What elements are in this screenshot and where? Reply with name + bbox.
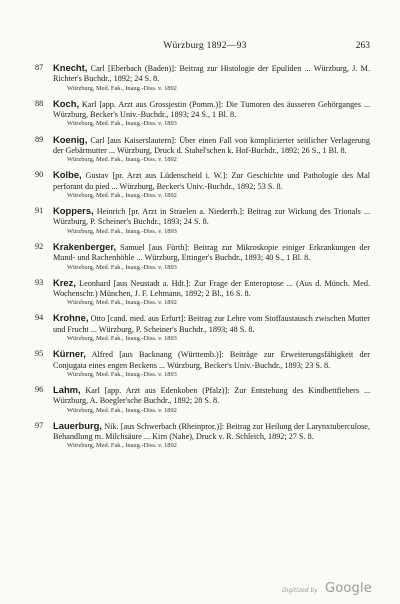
list-item — [0, 313, 400, 343]
entry-number: 90 — [35, 170, 44, 180]
entry-text — [53, 385, 370, 407]
entry-number: 89 — [35, 134, 44, 144]
entry-number: 96 — [35, 385, 44, 395]
watermark-brand: Google — [324, 581, 372, 596]
entry-citation: Alfred [aus Backnang (Württemb.)]: Beiträge zur Erweiterungsfähigkeit der Conjugata eines engen Beckens ... Würzburg, Becker's Univ.-Buchdr., 1893; 23 S. 8. — [53, 350, 370, 370]
author-name: Lahm, — [53, 384, 81, 396]
entry-text — [53, 170, 370, 192]
author-name: Koch, — [53, 97, 80, 109]
author-name: Koppers, — [53, 205, 94, 217]
dissertation-note: Würzburg, Med. Fak., Inaug.-Diss. v. 1892 — [67, 299, 177, 307]
dissertation-note: Würzburg, Med. Fak., Inaug.-Diss. v. 1892 — [67, 191, 177, 199]
list-item — [0, 242, 400, 272]
list-item — [0, 99, 400, 129]
dissertation-note: Würzburg, Med. Fak., Inaug.-Diss. v. 1893 — [67, 263, 177, 271]
entry-number: 88 — [35, 98, 44, 108]
google-watermark — [282, 577, 372, 596]
entry-text — [53, 278, 370, 300]
author-name: Krakenberger, — [53, 240, 117, 252]
watermark-prefix: Digitized by — [282, 587, 318, 594]
entry-text — [53, 349, 370, 371]
dissertation-note: Würzburg, Med. Fak., Inaug.-Diss. v. 1892 — [67, 406, 177, 414]
author-name: Krohne, — [53, 312, 89, 324]
dissertation-note: Würzburg, Med. Fak., Inaug.-Diss. v. 1893 — [67, 370, 177, 378]
entry-number: 95 — [35, 349, 44, 359]
entry-citation: Samuel [aus Fürth]: Beitrag zur Mikroskopie einiger Erkrankungen der Mund- und Rachenhöhle ... Würzburg, Ettinger's Buchdr., 1893; 40 S., 1 Bl. 8. — [53, 242, 370, 263]
bibliography-list — [0, 63, 400, 457]
entry-text — [53, 99, 370, 121]
author-name: Koenig, — [53, 133, 88, 145]
entry-citation: Karl [app. Arzt aus Edenkoben (Pfalz)]: Zur Entstehung des Kindbettfiebers ... Würzburg, A. Boegler'sche Buchdr., 1892; 28 S. 8. — [53, 386, 370, 406]
entry-citation: Heinrich [pr. Arzt in Straelen a. Niederrh.]: Beitrag zur Wirkung des Trionals ... Würzburg, P. Scheiner's Buchdr., 1893; 24 S. 8. — [53, 207, 370, 227]
entry-number: 93 — [35, 277, 44, 287]
author-name: Krez, — [53, 276, 76, 288]
author-name: Knecht, — [53, 62, 88, 73]
dissertation-note: Würzburg, Med. Fak., Inaug.-Diss. v. 1892 — [67, 156, 177, 164]
entry-number: 92 — [35, 241, 44, 251]
dissertation-note: Würzburg, Med. Fak., Inaug.-Diss. v. 1893 — [67, 227, 177, 235]
entry-citation: Leonhard [aus Neustadt a. Hdt.]: Zur Frage der Enteroptose ... (Aus d. Münch. Med. Wochenschr.) München, J. F. Lehmann, 1892; 2 Bl., 16 S. 8. — [53, 278, 370, 298]
entry-text — [53, 63, 370, 85]
dissertation-note: Würzburg, Med. Fak., Inaug.-Diss. v. 1893 — [67, 335, 177, 343]
header-title: Würzburg 1892—93 — [163, 41, 247, 51]
entry-text — [53, 313, 370, 335]
author-name: Lauerburg, — [53, 419, 102, 431]
list-item — [0, 278, 400, 308]
entry-number: 94 — [35, 313, 44, 323]
entry-number: 97 — [35, 420, 44, 430]
entry-citation: Karl [app. Arzt aus Grossjestin (Pomm.)]: Die Tumoren des äusseren Gehörganges ... Würzburg, Becker's Univ.-Buchdr., 1893; 24 S., 1 Bl. 8. — [53, 99, 370, 120]
entry-text — [53, 135, 370, 157]
running-header — [40, 41, 370, 55]
list-item — [0, 206, 400, 236]
list-item — [0, 349, 400, 379]
list-item — [0, 385, 400, 415]
list-item — [0, 170, 400, 200]
list-item — [0, 63, 400, 93]
entry-citation: Nik. [aus Schwerbach (Rheinpror.)]: Beitrag zur Heilung der Larynxtuberculose, Behandlung m. Milchsäure ... Kirn (Nahe), Druck v. R. Schleich, 1892; 27 S. 8. — [53, 421, 370, 442]
dissertation-note: Würzburg, Med. Fak., Inaug.-Diss. v. 1892 — [67, 442, 177, 450]
entry-citation: Gustav [pr. Arzt aus Lüdenscheid i. W.]: Zur Geschichte und Pathologie des Mal perforant du pied ... Würzburg, Becker's Univ.-Buchdr., 1892; 53 S. 8. — [53, 171, 370, 191]
entry-text — [53, 421, 370, 443]
entry-number: 87 — [35, 63, 44, 72]
entry-citation: Otto [cand. med. aus Erfurt]: Beitrag zur Lehre vom Stoffaustausch zwischen Mutter und Frucht ... Würzburg, P. Scheiner's Buchdr., 1893; 48 S. 8. — [53, 314, 370, 334]
dissertation-note: Würzburg, Med. Fak., Inaug.-Diss. v. 1892 — [67, 84, 177, 92]
entry-text — [53, 206, 370, 228]
author-name: Kürner, — [53, 348, 86, 360]
entry-citation: Carl [Eberbach (Baden)]: Beitrag zur Histologie der Epuliden ... Würzburg, J. M. Richter's Buchdr., 1892; 24 S. 8. — [53, 64, 370, 84]
list-item — [0, 421, 400, 451]
entry-number: 91 — [35, 206, 44, 216]
dissertation-note: Würzburg, Med. Fak., Inaug.-Diss. v. 1893 — [67, 120, 177, 128]
page-number: 263 — [355, 41, 370, 51]
author-name: Kolbe, — [53, 169, 82, 181]
list-item — [0, 135, 400, 165]
entry-text — [53, 242, 370, 264]
entry-citation: Carl [aus Kaiserslautern]: Über einen Fall von komplicierter seitlicher Verlagerung der Gebärmutter ... Würzburg, Druck d. Stahel'schen k. Hof-Buchdr., 1892; 26 S., 1 Bl. 8. — [53, 135, 370, 155]
